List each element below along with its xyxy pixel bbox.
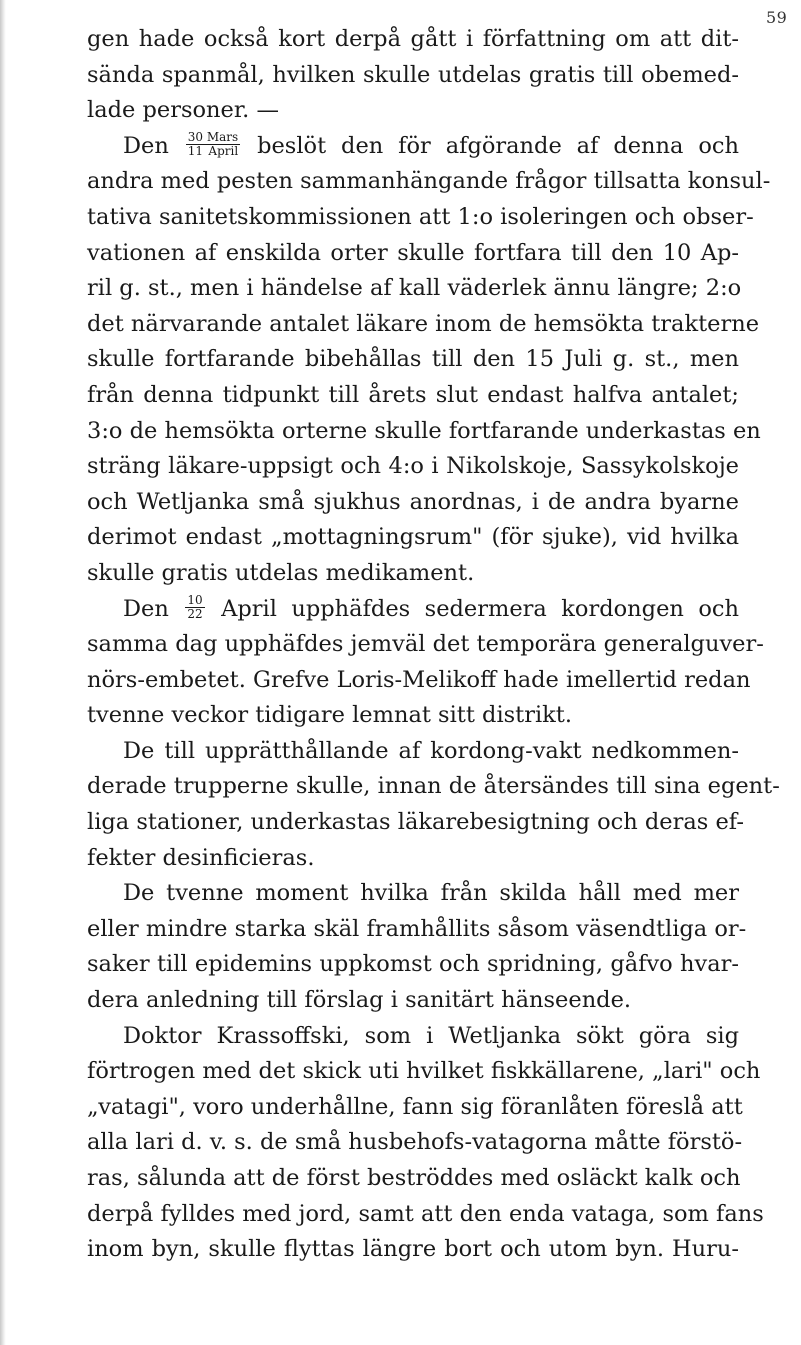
text-line: från denna tidpunkt till årets slut endast halfva antalet; <box>87 381 739 408</box>
date-fraction <box>186 131 240 158</box>
text-line: „vatagi", voro underhållne, fann sig föranlåten föreslå att <box>87 1093 743 1120</box>
line-text-after-fraction: beslöt den för afgörande af denna och <box>257 132 739 159</box>
text-line: nörs-embetet. Grefve Loris-Melikoff hade imellertid redan <box>87 666 751 693</box>
text-line: och Wetljanka små sjukhus anordnas, i de andra byarne <box>87 488 739 515</box>
date-fraction <box>185 594 204 621</box>
text-line: derimot endast „mottagningsrum" (för sjuke), vid hvilka <box>87 524 739 551</box>
text-line: derade trupperne skulle, innan de återsändes till sina egent- <box>87 773 780 800</box>
text-line <box>87 129 739 165</box>
fraction-denominator: 11 April <box>187 144 239 159</box>
text-line: De till upprätthållande af kordong-vakt nedkommen- <box>123 737 739 764</box>
fraction-denominator: 22 <box>187 607 203 621</box>
text-line: tvenne veckor tidigare lemnat sitt distrikt. <box>87 702 573 729</box>
text-line: andra med pesten sammanhängande frågor tillsatta konsul- <box>87 168 771 195</box>
text-line: samma dag upphäfdes jemväl det temporära generalguver- <box>87 631 764 658</box>
text-line: eller mindre starka skäl framhållits såsom väsendtliga or- <box>87 915 747 942</box>
text-line <box>87 592 739 628</box>
text-line: ras, sålunda att de först beströddes med osläckt kalk och <box>87 1165 741 1191</box>
text-line: tativa sanitetskommissionen att 1:o isoleringen och obser- <box>87 203 754 230</box>
line-text-before-fraction: Den <box>123 132 169 159</box>
page-edge-shadow <box>0 0 6 1345</box>
line-text-after-fraction: April upphäfdes sedermera kordongen och <box>221 595 739 622</box>
text-line: skulle fortfarande bibehållas till den 15 Juli g. st., men <box>87 346 739 373</box>
text-line: vationen af enskilda orter skulle fortfara till den 10 Ap- <box>87 239 739 266</box>
text-line: ril g. st., men i händelse af kall väderlek ännu längre; 2:o <box>87 275 742 302</box>
text-line: derpå fylldes med jord, samt att den enda vataga, som fans <box>87 1200 764 1227</box>
text-line: sträng läkare-uppsigt och 4:o i Nikolskoje, Sassykolskoje <box>87 453 739 480</box>
text-line: De tvenne moment hvilka från skilda håll med mer <box>123 880 739 907</box>
text-line: dera anledning till förslag i sanitärt hänseende. <box>87 987 632 1014</box>
text-line: saker till epidemins uppkomst och spridning, gåfvo hvar- <box>87 951 739 978</box>
fraction-numerator: 30 Mars <box>187 130 239 145</box>
text-line: liga stationer, underkastas läkarebesigtning och deras ef- <box>87 809 744 836</box>
fraction-numerator: 10 <box>187 593 203 607</box>
text-line: alla lari d. v. s. de små husbehofs-vatagorna måtte förstö- <box>87 1129 743 1156</box>
text-line: sända spanmål, hvilken skulle utdelas gratis till obemed- <box>87 61 739 88</box>
text-line: gen hade också kort derpå gått i författning om att dit- <box>87 26 739 52</box>
text-line: inom byn, skulle flyttas längre bort och utom byn. Huru- <box>87 1236 739 1263</box>
page-number: 59 <box>766 8 788 27</box>
text-line: skulle gratis utdelas medikament. <box>87 559 475 586</box>
text-line: det närvarande antalet läkare inom de hemsökta trakterne <box>87 310 760 337</box>
line-text-before-fraction: Den <box>123 595 169 622</box>
text-line: 3:o de hemsökta orterne skulle fortfarande underkastas en <box>87 417 761 444</box>
text-line: lade personer. — <box>87 97 279 124</box>
body-text <box>87 22 780 1268</box>
text-line: fekter desinficieras. <box>87 844 315 871</box>
text-line: Doktor Krassoffski, som i Wetljanka sökt göra sig <box>123 1022 739 1049</box>
text-line: förtrogen med det skick uti hvilket fiskkällarene, „lari" och <box>87 1058 761 1085</box>
